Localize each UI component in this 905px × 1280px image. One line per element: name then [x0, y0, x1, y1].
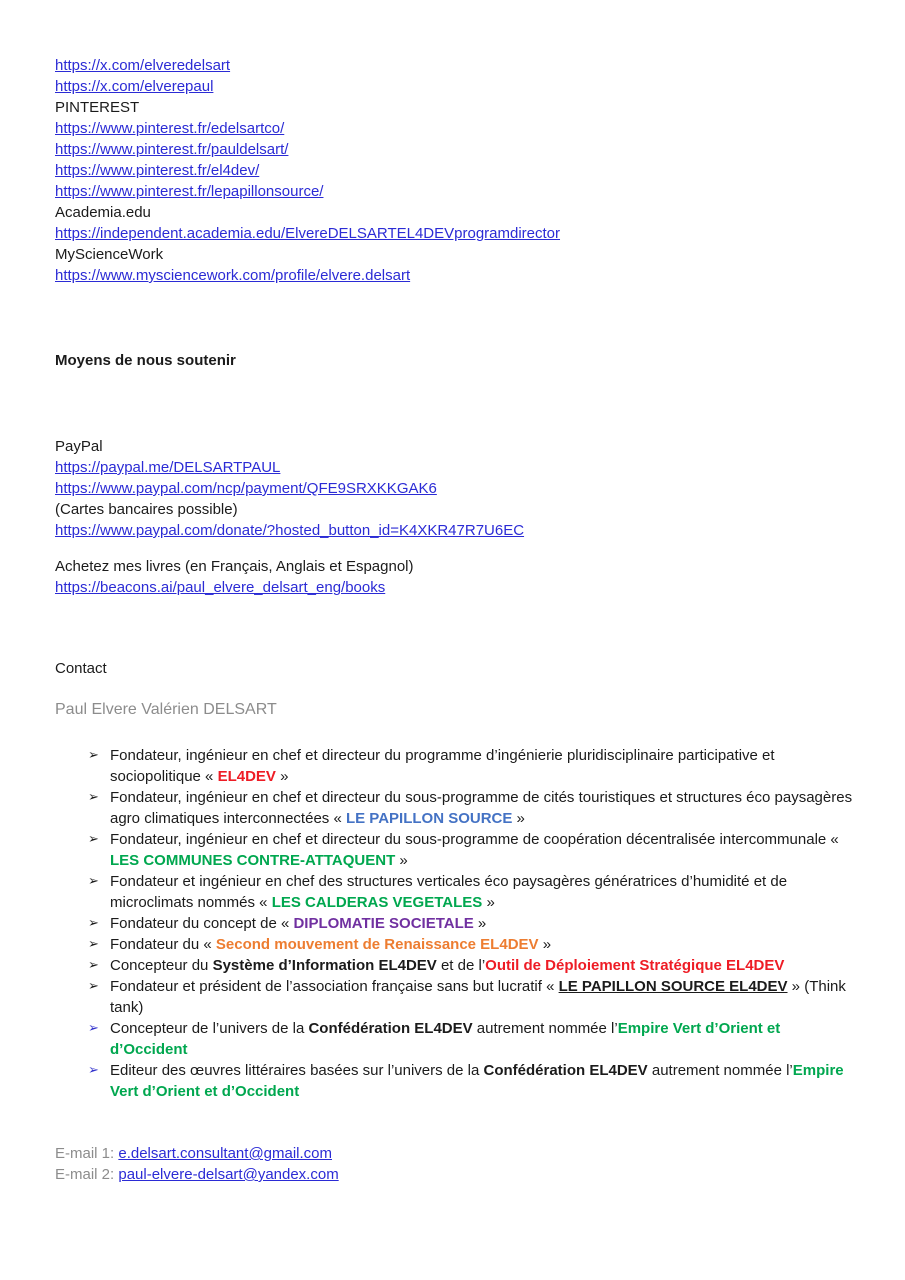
email-link[interactable]: e.delsart.consultant@gmail.com [118, 1145, 333, 1162]
role-text-run: » [512, 810, 525, 827]
email-line [55, 1143, 339, 1164]
arrow-bullet-icon: ➢ [88, 937, 99, 952]
text-line: (Cartes bancaires possible) [55, 501, 238, 518]
role-text-run: Second mouvement de Renaissance EL4DEV [215, 936, 539, 953]
role-item [88, 787, 860, 829]
emails-section [55, 1143, 339, 1185]
hyperlink[interactable]: https://x.com/elveredelsart [55, 57, 231, 74]
role-text-run: Confédération EL4DEV [308, 1020, 473, 1037]
hyperlink[interactable]: https://www.pinterest.fr/edelsartco/ [55, 120, 285, 137]
hyperlink[interactable]: https://www.paypal.com/ncp/payment/QFE9SRXKKGAK6 [55, 480, 437, 497]
role-text-run: Outil de Déploiement Stratégique EL4DEV [485, 957, 785, 974]
role-item [88, 955, 860, 976]
role-text-run: » [395, 852, 408, 869]
hyperlink[interactable]: https://www.pinterest.fr/pauldelsart/ [55, 141, 289, 158]
email-label: E-mail 1: [55, 1145, 119, 1162]
support-heading: Moyens de nous soutenir [55, 352, 236, 369]
role-text-run: Empire Vert d’Orient et d’Occident [110, 1020, 781, 1058]
role-item [88, 1060, 860, 1102]
role-text-run: Système d’Information EL4DEV [212, 957, 437, 974]
role-text-run: » [482, 894, 495, 911]
role-item [88, 976, 860, 1018]
arrow-bullet-icon: ➢ [88, 748, 99, 763]
role-text-run: Empire Vert d’Orient et d’Occident [110, 1062, 844, 1100]
social-links-section [55, 55, 560, 286]
hyperlink[interactable]: https://www.pinterest.fr/el4dev/ [55, 162, 260, 179]
hyperlink[interactable]: https://www.paypal.com/donate/?hosted_button_id=K4XKR47R7U6EC [55, 522, 525, 539]
role-text-run: Concepteur du [110, 957, 213, 974]
role-text-run: Fondateur du « [110, 936, 216, 953]
role-text-run: LE PAPILLON SOURCE [345, 810, 513, 827]
support-links-section [55, 436, 524, 541]
text-line: PayPal [55, 438, 103, 455]
role-text-run: LE PAPILLON SOURCE EL4DEV [558, 978, 788, 995]
arrow-bullet-icon: ➢ [88, 979, 99, 994]
role-text-run: Fondateur, ingénieur en chef et directeur du sous-programme de coopération décentralisée intercommunale « [110, 831, 839, 848]
arrow-bullet-icon: ➢ [88, 958, 99, 973]
email-label: E-mail 2: [55, 1166, 119, 1183]
role-item [88, 871, 860, 913]
role-text-run: DIPLOMATIE SOCIETALE [293, 915, 474, 932]
roles-list [88, 745, 860, 1102]
text-line: MyScienceWork [55, 246, 164, 263]
email-link[interactable]: paul-elvere-delsart@yandex.com [118, 1166, 339, 1183]
role-item [88, 1018, 860, 1060]
hyperlink[interactable]: https://beacons.ai/paul_elvere_delsart_eng/books [55, 579, 386, 596]
text-line: Academia.edu [55, 204, 151, 221]
text-line: PINTEREST [55, 99, 140, 116]
contact-heading: Contact [55, 660, 107, 677]
role-text-run: LES COMMUNES CONTRE-ATTAQUENT [110, 852, 396, 869]
role-text-run: LES CALDERAS VEGETALES [271, 894, 483, 911]
hyperlink[interactable]: https://paypal.me/DELSARTPAUL [55, 459, 281, 476]
arrow-bullet-icon: ➢ [88, 790, 99, 805]
arrow-bullet-icon: ➢ [88, 832, 99, 847]
books-links-section [55, 556, 414, 598]
hyperlink[interactable]: https://www.pinterest.fr/lepapillonsource/ [55, 183, 324, 200]
role-text-run: Fondateur et président de l’association française sans but lucratif « [110, 978, 559, 995]
role-text-run: Fondateur et ingénieur en chef des structures verticales éco paysagères génératrices d’humidité et de microclimats nommés « [110, 873, 788, 911]
arrow-bullet-icon: ➢ [88, 916, 99, 931]
role-text-run: Fondateur du concept de « [110, 915, 294, 932]
role-text-run: Editeur des œuvres littéraires basées sur l’univers de la [110, 1062, 484, 1079]
role-text-run: » [538, 936, 552, 953]
role-text-run: et de l’ [436, 957, 486, 974]
hyperlink[interactable]: https://independent.academia.edu/ElvereDELSARTEL4DEVprogramdirector [55, 225, 561, 242]
role-text-run: EL4DEV [217, 768, 276, 785]
arrow-bullet-icon: ➢ [88, 1021, 99, 1036]
role-item [88, 934, 860, 955]
text-line: Achetez mes livres (en Français, Anglais et Espagnol) [55, 558, 414, 575]
role-text-run: » (Think tank) [110, 978, 846, 1016]
hyperlink[interactable]: https://x.com/elverepaul [55, 78, 214, 95]
arrow-bullet-icon: ➢ [88, 1063, 99, 1078]
role-item [88, 745, 860, 787]
role-text-run: Confédération EL4DEV [483, 1062, 648, 1079]
role-text-run: » [473, 915, 487, 932]
role-text-run: autrement nommée l’ [647, 1062, 793, 1079]
contact-name: Paul Elvere Valérien DELSART [55, 701, 277, 718]
role-text-run: Fondateur, ingénieur en chef et directeur du programme d’ingénierie pluridisciplinaire participative et sociopolitique « [110, 747, 775, 785]
role-text-run: Concepteur de l’univers de la [110, 1020, 309, 1037]
role-item [88, 829, 860, 871]
role-text-run: » [275, 768, 289, 785]
hyperlink[interactable]: https://www.mysciencework.com/profile/elvere.delsart [55, 267, 411, 284]
email-line [55, 1164, 339, 1185]
role-text-run: autrement nommée l’ [472, 1020, 618, 1037]
role-text-run: Fondateur, ingénieur en chef et directeur du sous-programme de cités touristiques et structures éco paysagères agro climatiques interconnectées « [110, 789, 853, 827]
arrow-bullet-icon: ➢ [88, 874, 99, 889]
role-item [88, 913, 860, 934]
